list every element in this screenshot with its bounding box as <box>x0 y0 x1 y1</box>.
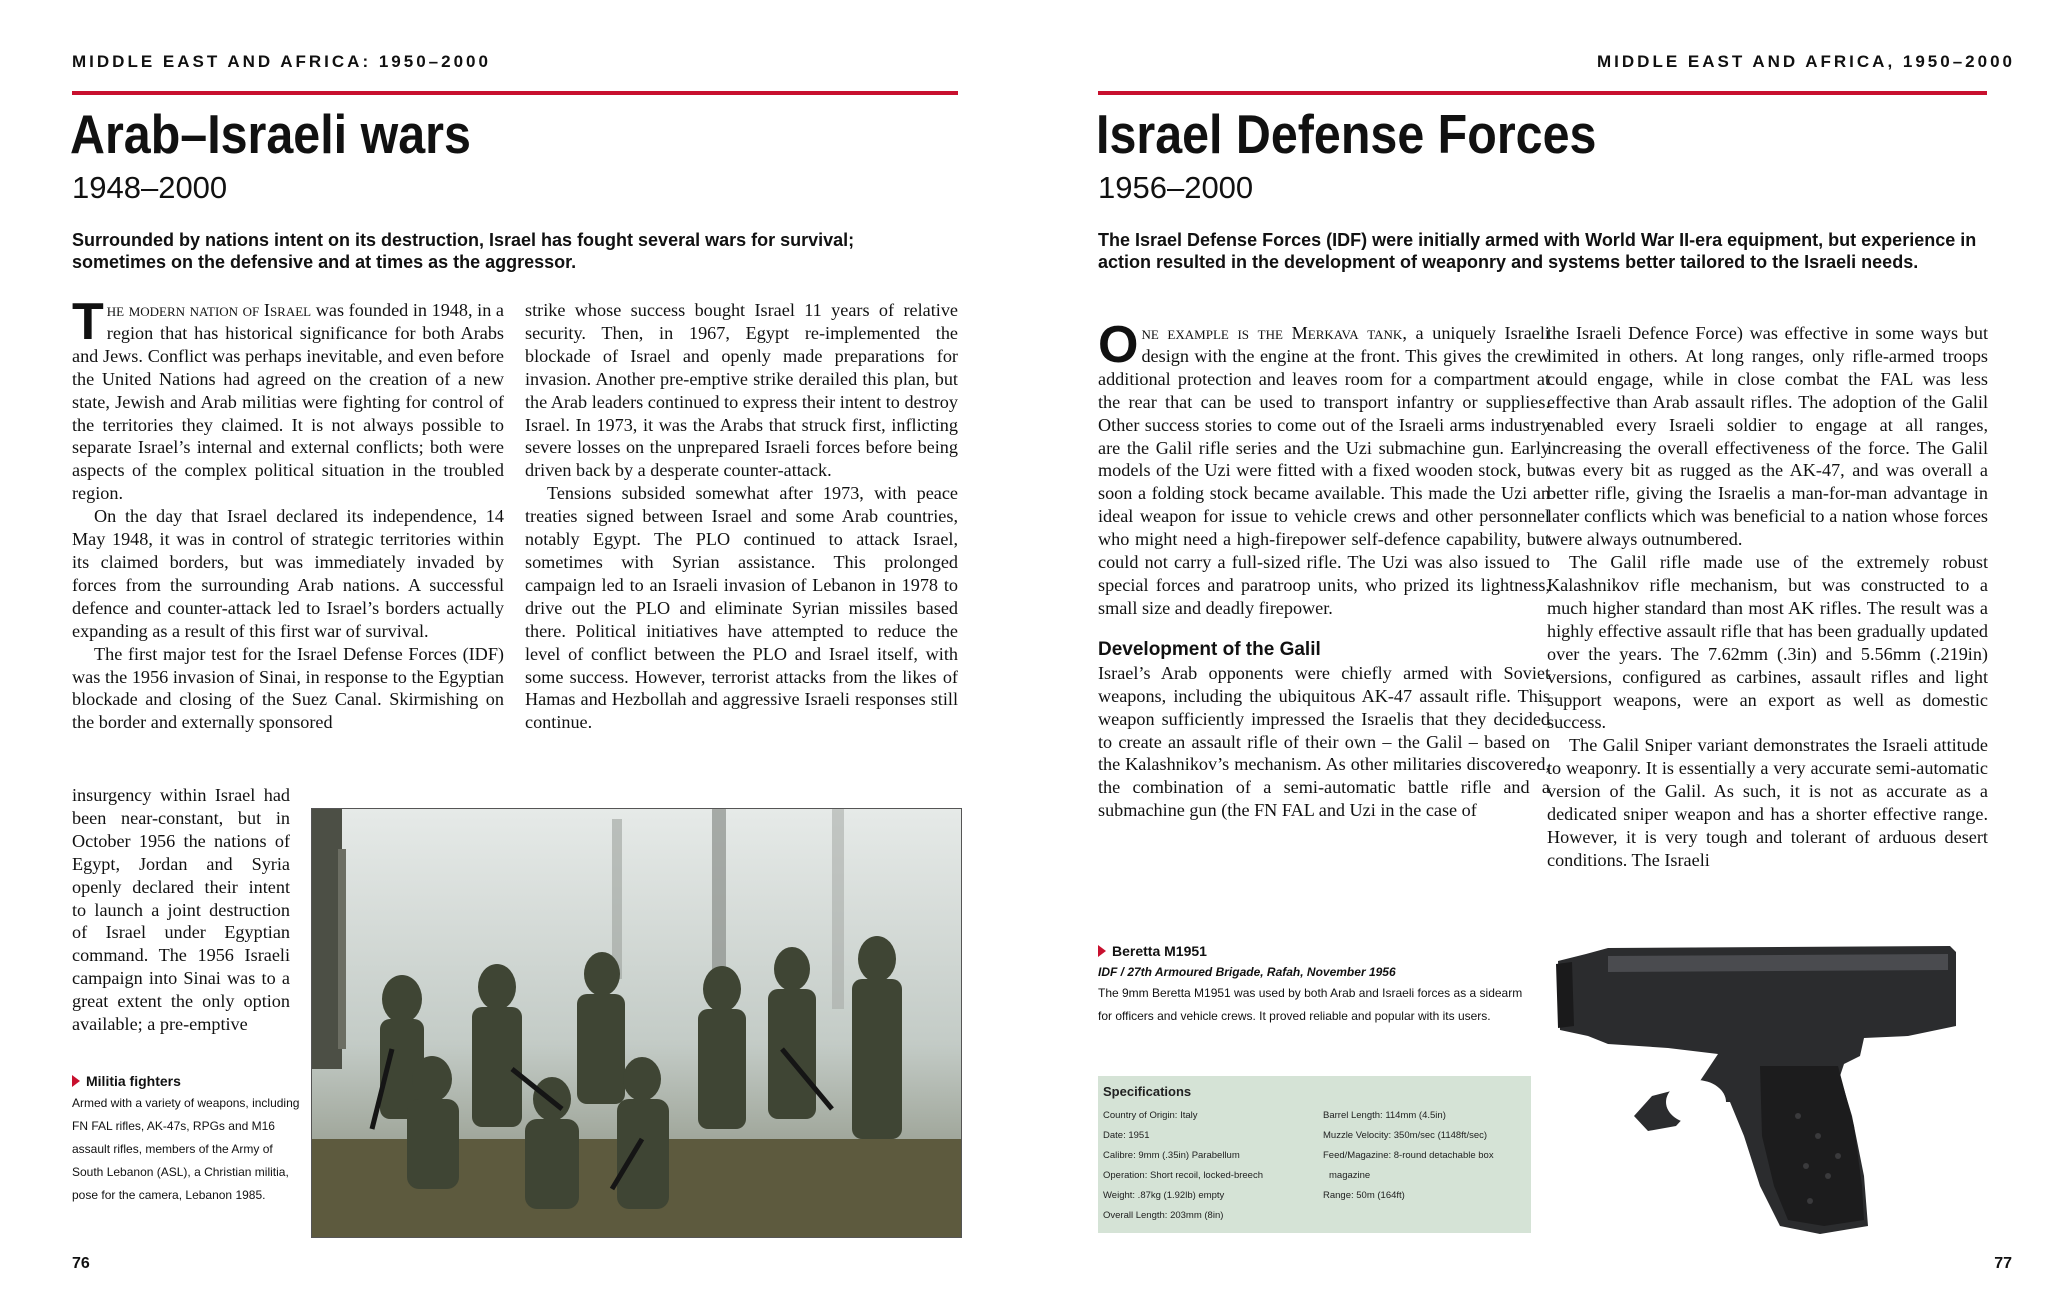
spec-line: magazine <box>1329 1170 1371 1181</box>
spec-column-right <box>1323 1106 1494 1206</box>
page-number: 77 <box>1994 1255 2012 1272</box>
body-paragraph: The first major test for the Israel Defense Forces (IDF) was the 1956 invasion of Sinai, in response to the Egyptian blockade and closing of the Suez Canal. Skirmishing on the border and externally sponsored <box>72 643 504 733</box>
caption-title <box>72 1070 302 1092</box>
drop-cap: T <box>72 299 104 351</box>
running-head: MIDDLE EAST AND AFRICA: 1950–2000 <box>72 52 491 71</box>
body-paragraph: On the day that Israel declared its independence, 14 May 1948, it was in control of strategic territories within its claimed borders, but was immediately invaded by forces from the surrounding Arab nations. A successful defence and counter-attack led to Israel’s borders actually expanding as a result of this first war of survival. <box>72 506 504 641</box>
body-column-1-narrow <box>72 784 290 1060</box>
body-paragraph: The Galil Sniper variant demonstrates the Israeli attitude to weaponry. It is essentially a very accurate semi-automatic version of the Galil. As such, it is not as accurate as a dedicated sniper weapon and has a shorter effective range. However, it is very tough and tolerant of arduous desert conditions. The Israeli <box>1547 735 1988 870</box>
weapon-caption <box>1098 940 1538 1028</box>
page-title: Arab–Israeli wars <box>70 103 471 165</box>
body-paragraph <box>72 299 504 505</box>
date-range: 1948–2000 <box>72 170 228 205</box>
body-paragraph: The Galil rifle made use of the extremely robust Kalashnikov rifle mechanism, but was constructed to a much higher standard than most AK rifles. The result was a highly effective assault rifle that has been gradually updated over the years. The 7.62mm (.3in) and 5.56mm (.219in) versions, configured as carbines, assault rifles and light support weapons, were an export as well as domestic success. <box>1547 552 1988 733</box>
paragraph-text: was founded in 1948, in a region that has historical significance for both Arabs and Jews. Conflict was perhaps inevitable, and even before the United Nations had agreed on the creation of a new state, Jewish and Arab militias were fighting for control of the territories they claimed. It is not always possible to separate Israel’s internal and external conflicts; both were aspects of the complex political situation in the troubled region. <box>72 300 504 504</box>
lead-in: he modern nation of Israel <box>106 300 312 320</box>
caption-title-text: Beretta M1951 <box>1112 943 1207 959</box>
body-column-1 <box>1098 322 1550 900</box>
spec-column-left <box>1103 1106 1263 1226</box>
red-rule <box>72 91 958 95</box>
paragraph-text: , a uniquely Israeli design with the engine at the front. This gives the crew additional protection and leaves room for a compartment at the rear that can be used to transport infantry or supplies. Other success stories to come out of the Israeli arms industry are the Galil rifle series and the Uzi submachine gun. Early models of the Uzi were fitted with a fixed wooden stock, but soon a folding stock became available. This made the Uzi an ideal weapon for issue to vehicle crews and other personnel who might need a high-firepower self-defence capability, but could not carry a full-sized rifle. The Uzi was also issued to special forces and paratroop units, who prized its lightness, small size and deadly firepower. <box>1098 323 1550 618</box>
body-column-2 <box>525 299 958 785</box>
running-head: MIDDLE EAST AND AFRICA, 1950–2000 <box>1597 52 2015 71</box>
caption-text: Armed with a variety of weapons, including FN FAL rifles, AK-47s, RPGs and M16 assault rifles, members of the Army of South Lebanon (ASL), a Christian militia, pose for the camera, Lebanon 1985. <box>72 1096 300 1202</box>
body-paragraph: Tensions subsided somewhat after 1973, with peace treaties signed between Israel and some Arab countries, notably Egypt. The PLO continued to attack Israel, sometimes with Syrian assistance. This prolonged campaign led to an Israeli invasion of Lebanon in 1978 to drive out the PLO and eliminate Syrian missiles based there. Political initiatives have attempted to reduce the level of conflict between the PLO and Israel itself, with some success. However, terrorist attacks from the likes of Hamas and Hezbollah and aggressive Israeli responses still continue. <box>525 483 958 733</box>
body-paragraph <box>1098 322 1550 620</box>
standfirst: Surrounded by nations intent on its destruction, Israel has fought several wars for survival; sometimes on the defensive and at times as the aggressor. <box>72 230 855 272</box>
page-title: Israel Defense Forces <box>1096 103 1597 165</box>
caption-arrow-icon <box>1098 945 1106 957</box>
caption-title-text: Militia fighters <box>86 1073 181 1089</box>
spec-line: Muzzle Velocity: 350m/sec (1148ft/sec) <box>1323 1130 1488 1141</box>
spec-line: Calibre: 9mm (.35in) Parabellum <box>1103 1150 1240 1161</box>
spec-line: Operation: Short recoil, locked-breech <box>1103 1170 1263 1181</box>
body-paragraph: Israel’s Arab opponents were chiefly armed with Soviet weapons, including the ubiquitous AK-47 assault rifle. This weapon sufficiently impressed the Israelis that they decided to create an assault rifle of their own – the Galil – based on the Kalashnikov’s mechanism. As other militaries discovered, the combination of a semi-automatic battle rifle and a submachine gun (the FN FAL and Uzi in the case of <box>1098 662 1550 821</box>
red-rule <box>1098 91 1987 95</box>
spec-line: Date: 1951 <box>1103 1130 1150 1141</box>
spec-line: Feed/Magazine: 8-round detachable box <box>1323 1150 1494 1161</box>
spec-line: Range: 50m (164ft) <box>1323 1190 1405 1201</box>
specifications-title: Specifications <box>1103 1084 1192 1099</box>
body-paragraph: insurgency within Israel had been near-constant, but in October 1956 the nations of Egypt, Jordan and Syria openly declared their intent to launch a joint destruction of Israel under Egyptian command. The 1956 Israeli campaign into Sinai was to a great extent the only option available; a pre-emptive <box>72 785 290 1035</box>
body-paragraph: strike whose success bought Israel 11 years of relative security. Then, in 1967, Egypt re-implemented the blockade of Israel and openly made preparations for invasion. Another pre-emptive strike derailed this plan, but the Arab leaders continued to express their intent to destroy Israel. In 1973, it was the Arabs that struck first, inflicting severe losses on the unprepared Israeli forces before being driven back by a desperate counter-attack. <box>525 300 958 481</box>
spec-line: Barrel Length: 114mm (4.5in) <box>1323 1110 1446 1121</box>
caption-title <box>1098 940 1538 962</box>
section-subhead: Development of the Galil <box>1098 638 1321 660</box>
militia-photo <box>311 808 962 1238</box>
caption-unit: IDF / 27th Armoured Brigade, Rafah, November 1956 <box>1098 965 1396 979</box>
body-column-2 <box>1547 322 1988 900</box>
spec-line: Country of Origin: Italy <box>1103 1110 1198 1121</box>
drop-cap: O <box>1098 322 1139 374</box>
page-number: 76 <box>72 1255 90 1272</box>
caption-arrow-icon <box>72 1075 80 1087</box>
standfirst: The Israel Defense Forces (IDF) were initially armed with World War II-era equipment, but experience in action resulted in the development of weaponry and systems better tailored to the Israeli needs. <box>1098 230 1977 272</box>
caption-text: The 9mm Beretta M1951 was used by both Arab and Israeli forces as a sidearm for officers and vehicle crews. It proved reliable and popular with its users. <box>1098 986 1523 1023</box>
militia-photo-illustration <box>312 809 961 1237</box>
beretta-m1951-pistol-image <box>1548 926 1968 1236</box>
specifications-box <box>1098 1076 1531 1233</box>
body-column-1 <box>72 299 504 785</box>
body-paragraph: the Israeli Defence Force) was effective in some ways but limited in others. At long ranges, only rifle-armed troops could engage, while in close combat the FAL was less effective than Arab assault rifles. The adoption of the Galil enabled every Israeli soldier to engage at all ranges, increasing the overall effectiveness of the force. The Galil was every bit as rugged as the AK-47, and was overall a better rifle, giving the Israelis a man-for-man advantage in later conflicts which was beneficial to a nation whose forces were always outnumbered. <box>1547 323 1988 550</box>
spec-line: Weight: .87kg (1.92lb) empty <box>1103 1190 1225 1201</box>
date-range: 1956–2000 <box>1098 170 1254 205</box>
photo-caption <box>72 1070 302 1207</box>
spec-line: Overall Length: 203mm (8in) <box>1103 1210 1224 1221</box>
lead-in: ne example is the Merkava tank <box>1141 323 1403 343</box>
